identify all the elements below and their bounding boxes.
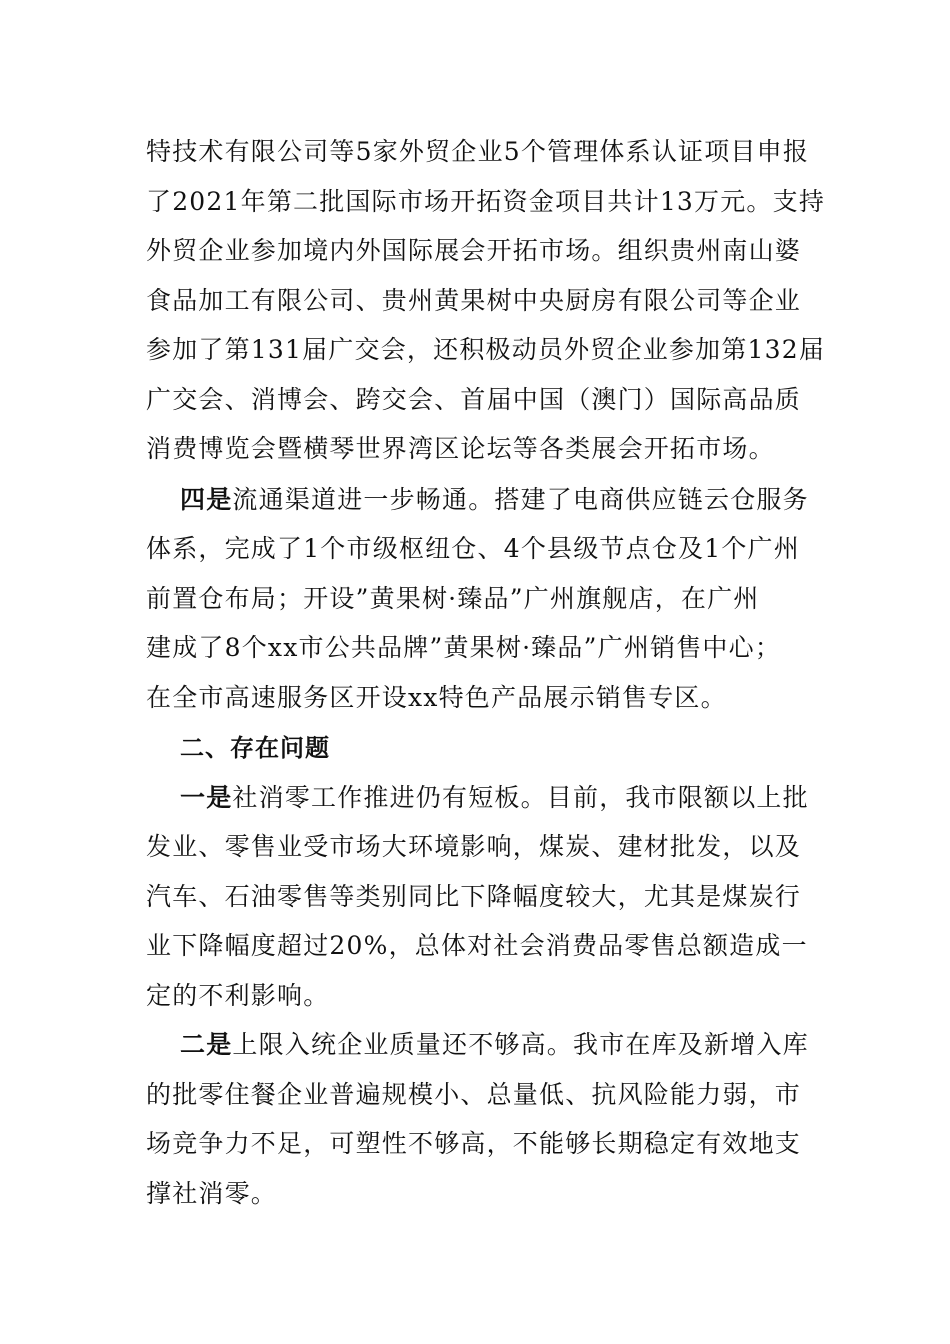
- text-line: 建成了8个xx市公共品牌”黄果树·臻品”广州销售中心；: [146, 633, 782, 662]
- paragraph-first-line: [180, 480, 826, 520]
- text-line: 参加了第131届广交会，还积极动员外贸企业参加第132届: [146, 335, 826, 364]
- section-heading: 二、存在问题: [180, 734, 330, 762]
- paragraph-text: 上限入统企业质量还不够高。我市在库及新增入库: [232, 1030, 809, 1059]
- text-line: 定的不利影响。: [146, 981, 330, 1010]
- text-line: 体系，完成了1个市级枢纽仓、4个县级节点仓及1个广州: [146, 534, 800, 563]
- text-line: 了2021年第二批国际市场开拓资金项目共计13万元。支持: [146, 187, 826, 216]
- text-line: 业下降幅度超过20%，总体对社会消费品零售总额造成一: [146, 931, 808, 960]
- text-line: 前置仓布局；开设”黄果树·臻品”广州旗舰店，在广州: [146, 584, 760, 613]
- text-line: 特技术有限公司等5家外贸企业5个管理体系认证项目申报: [146, 137, 810, 166]
- paragraph-lead: 二是: [180, 1030, 233, 1059]
- text-line: 汽车、石油零售等类别同比下降幅度较大，尤其是煤炭行: [146, 882, 802, 911]
- text-line: 食品加工有限公司、贵州黄果树中央厨房有限公司等企业: [146, 286, 802, 315]
- paragraph-lead: 一是: [180, 783, 233, 812]
- text-line: 在全市高速服务区开设xx特色产品展示销售专区。: [146, 683, 727, 712]
- text-line: 的批零住餐企业普遍规模小、总量低、抗风险能力弱，市: [146, 1080, 802, 1109]
- text-line: 撑社消零。: [146, 1179, 278, 1208]
- paragraph-first-line: [180, 1025, 826, 1065]
- paragraph-lead: 四是: [180, 485, 233, 514]
- paragraph-text: 流通渠道进一步畅通。搭建了电商供应链云仓服务: [232, 485, 809, 514]
- text-line: 外贸企业参加境内外国际展会开拓市场。组织贵州南山婆: [146, 236, 802, 265]
- paragraph-first-line: [180, 778, 826, 818]
- text-line: 场竞争力不足，可塑性不够高，不能够长期稳定有效地支: [146, 1129, 802, 1158]
- text-line: 消费博览会暨横琴世界湾区论坛等各类展会开拓市场。: [146, 434, 775, 463]
- paragraph-text: 社消零工作推进仍有短板。目前，我市限额以上批: [232, 783, 809, 812]
- text-line: 广交会、消博会、跨交会、首届中国（澳门）国际高品质: [146, 385, 802, 414]
- text-line: 发业、零售业受市场大环境影响，煤炭、建材批发，以及: [146, 832, 802, 861]
